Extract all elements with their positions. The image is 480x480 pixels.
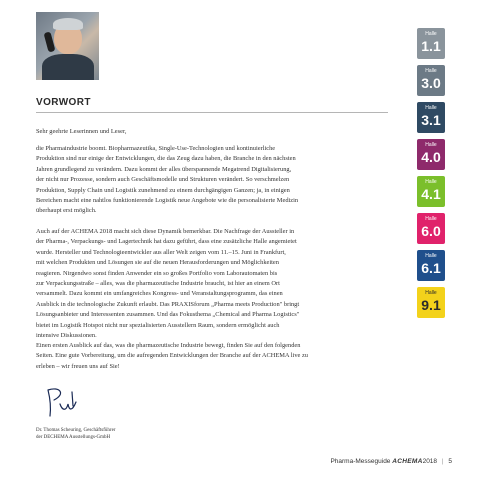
heading-divider (36, 112, 388, 113)
text-line: Bereichen macht eine nahtlos funktionierende Logistik neue Angebote wie die personalisierte Medizin (36, 197, 299, 205)
text-line: Ausblick in die technologische Zukunft erlaubt. Das PRAXISforum „Pharma meets Production" bringt (36, 300, 300, 308)
text-line: der nicht nur Prozesse, sondern auch Geschäftsmodelle und Strukturen verändert. So verschmelzen (36, 176, 290, 184)
text-line: intensive Diskussionen. (36, 332, 97, 340)
text-line: Lösungsanbieter und Interessenten zusammen. Und das Fokusthema „Chemical and Pharma Logistics" (36, 311, 300, 319)
achema-logo-text: ACHEMA (392, 458, 423, 465)
paragraph-3 (36, 341, 396, 372)
hall-label: Halle (425, 179, 437, 185)
signatory-name: Dr. Thomas Scheuring, Geschäftsführer (36, 428, 116, 433)
hall-tab-6-0[interactable] (417, 213, 445, 244)
hall-tab-6-1[interactable] (417, 250, 445, 281)
text-line: die Pharmaindustrie boomt. Biopharmazeutika, Single-Use-Technologien und kontinuierliche (36, 145, 276, 152)
hall-label: Halle (425, 68, 437, 74)
paragraph-1 (36, 144, 396, 217)
hall-label: Halle (425, 31, 437, 37)
hall-tab-9-1[interactable] (417, 287, 445, 318)
photo-suit (42, 54, 94, 80)
hall-label: Halle (425, 216, 437, 222)
page-heading: VORWORT (36, 97, 91, 108)
footer-separator: | (441, 458, 444, 465)
text-line: wurde. Hersteller und Technologieentwickler aus aller Welt zeigen vom 11.–15. Juni in Frankfurt, (36, 248, 286, 256)
text-line: bietet im Logistik Hotspot nicht nur spezialisierten Ausstellern Raum, sondern ermöglicht auch (36, 321, 280, 329)
hall-label: Halle (425, 142, 437, 148)
hall-label: Halle (425, 105, 437, 111)
page-number: 5 (448, 458, 452, 465)
text-line: zur Verpackungsstraße – alles, was die pharmazeutische Industrie braucht, ist hier an einem Ort (36, 280, 280, 288)
hall-label: Halle (425, 253, 437, 259)
text-line: versammelt. Dazu kommt ein umfangreiches Kongress- und Veranstaltungsprogramm, das einen (36, 290, 283, 298)
hall-tab-3-1[interactable] (417, 102, 445, 133)
photo-hair (53, 18, 83, 30)
text-line: reagieren. Nirgendwo sonst finden Anwender ein so großes Portfolio vom Laborautomaten bis (36, 269, 278, 277)
hall-number: 4.0 (421, 149, 441, 165)
hall-label: Halle (425, 290, 437, 296)
hall-number: 9.1 (421, 297, 441, 313)
hall-tab-4-0[interactable] (417, 139, 445, 170)
paragraph-2 (36, 227, 396, 341)
hall-number: 3.1 (421, 112, 441, 128)
author-photo (36, 12, 99, 80)
text-line: Auch auf der ACHEMA 2018 macht sich diese Dynamik bemerkbar. Die Nachfrage der Aussteller in (36, 228, 295, 235)
hall-number: 1.1 (421, 38, 441, 54)
page-footer (330, 458, 452, 465)
hall-number: 3.0 (421, 75, 441, 91)
text-line: Seiten. Eine gute Vorbereitung, um die aufregenden Entwicklungen der Branche auf der ACHEMA live zu (36, 352, 308, 360)
signatory-organisation: der DECHEMA Ausstellungs-GmbH (36, 435, 111, 440)
greeting: Sehr geehrte Leserinnen und Leser, (36, 128, 127, 135)
hall-number: 6.1 (421, 260, 441, 276)
footer-year: 2018 (422, 458, 438, 465)
signature-caption (36, 427, 115, 441)
text-line: überhaupt erst möglich. (36, 207, 97, 215)
hall-number: 6.0 (421, 223, 441, 239)
text-line: Jahren grundlegend zu verändern. Dazu kommt der alles überspannende Megatrend Digitalisierung, (36, 165, 292, 173)
hall-tab-4-1[interactable] (417, 176, 445, 207)
footer-guide: Pharma-Messeguide (330, 458, 391, 465)
text-line: Produktion, Supply Chain und Logistik zunehmend zu einem durchgängigen Ganzen; ja, in einigen (36, 186, 290, 194)
hall-number: 4.1 (421, 186, 441, 202)
text-line: erleben – wir freuen uns auf Sie! (36, 362, 120, 370)
handwritten-signature (42, 384, 82, 420)
text-line: Einen ersten Ausblick auf das, was die pharmazeutische Industrie bewegt, finden Sie auf den folgenden (36, 342, 301, 349)
text-line: mit welchen Produkten und Lösungen sie auf die neuen Herausforderungen und Möglichkeiten (36, 259, 279, 267)
hall-tab-3-0[interactable] (417, 65, 445, 96)
text-line: der Pharma-, Verpackungs- und Lagertechnik hat dazu geführt, dass eine zusätzliche Halle angemietet (36, 238, 297, 246)
hall-tab-1-1[interactable] (417, 28, 445, 59)
text-line: Produktion sind nur einige der Entwicklungen, die das Zeug dazu haben, die Branche in den nächsten (36, 155, 296, 163)
